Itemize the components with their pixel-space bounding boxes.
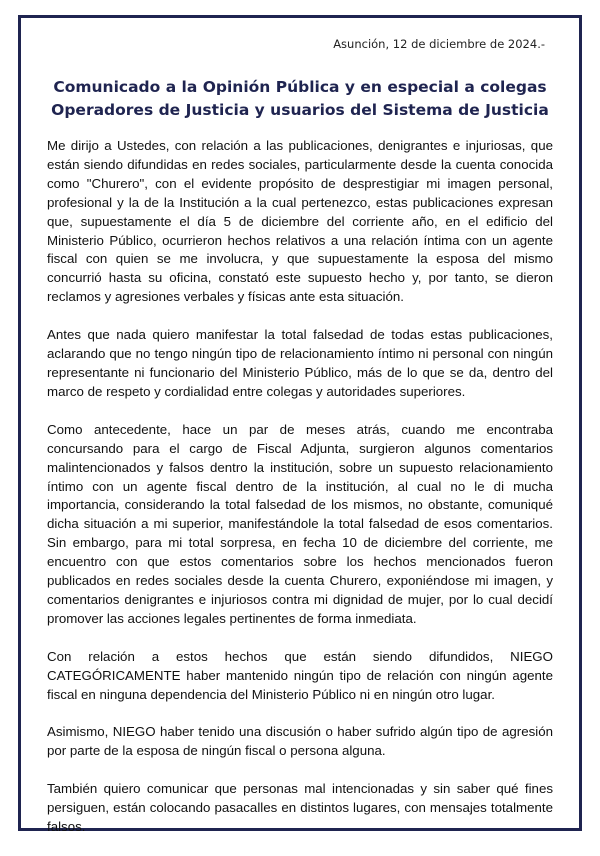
paragraph: Me dirijo a Ustedes, con relación a las publicaciones, denigrantes e injuriosas, que están siendo difundidas en redes sociales, particularmente desde la cuenta conocida como "Churero", con el evidente propósito de desprestigiar mi imagen personal, profesional y la de la Institución a la cual pertenezco, estas publicaciones expresan que, supuestamente el día 5 de diciembre del corriente año, en el edificio del Ministerio Público, ocurrieron hechos relativos a una relación íntima con un agente fiscal con quien se me involucra, y que supuestamente la esposa del mismo concurrió hasta su oficina, constató este supuesto hecho y, por tanto, se dieron reclamos y agresiones verbales y físicas ante esta situación. xyxy=(47,138,553,305)
document-date: Asunción, 12 de diciembre de 2024.- xyxy=(333,37,545,51)
paragraph: Antes que nada quiero manifestar la total falsedad de todas estas publicaciones, aclarando que no tengo ningún tipo de relacionamiento íntimo ni personal con ningún representante ni funcionario del Ministerio Público, más de lo que se da, dentro del marco de respeto y cordialidad entre colegas y autoridades superiores. xyxy=(47,327,553,399)
title-line-1: Comunicado a la Opinión Pública y en especial a colegas xyxy=(53,78,547,96)
document-body xyxy=(47,137,553,856)
paragraph: Asimismo, NIEGO haber tenido una discusión o haber sufrido algún tipo de agresión por parte de la esposa de ningún fiscal o persona alguna. xyxy=(47,724,553,759)
title-line-2: Operadores de Justicia y usuarios del Sistema de Justicia xyxy=(51,101,549,119)
paragraph: Como antecedente, hace un par de meses atrás, cuando me encontraba concursando para el cargo de Fiscal Adjunta, surgieron algunos comentarios malintencionados y falsos dentro la institución, sobre un supuesto relacionamiento íntimo con un agente fiscal dentro de la institución, al cual no le di mucha importancia, considerando la total falsedad de los mismos, no obstante, comuniqué dicha situación a mi superior, manifestándole la total falsedad de esos comentarios. Sin embargo, para mi total sorpresa, en fecha 10 de diciembre del corriente, me encuentro con que estos comentarios sobre los hechos mencionados fueron publicados en redes sociales desde la cuenta Churero, exponiéndose mi imagen, y comentarios denigrantes e injuriosos contra mi dignidad de mujer, por lo cual decidí promover las acciones legales pertinentes de forma inmediata. xyxy=(47,421,553,626)
paragraph: También quiero comunicar que personas mal intencionadas y sin saber qué fines persiguen, están colocando pasacalles en distintos lugares, con mensajes totalmente falsos. xyxy=(47,781,553,835)
document-title xyxy=(40,76,560,122)
paragraph: Con relación a estos hechos que están siendo difundidos, NIEGO CATEGÓRICAMENTE haber mantenido ningún tipo de relación con ningún agente fiscal en ninguna dependencia del Ministerio Público ni en ningún otro lugar. xyxy=(47,648,553,702)
